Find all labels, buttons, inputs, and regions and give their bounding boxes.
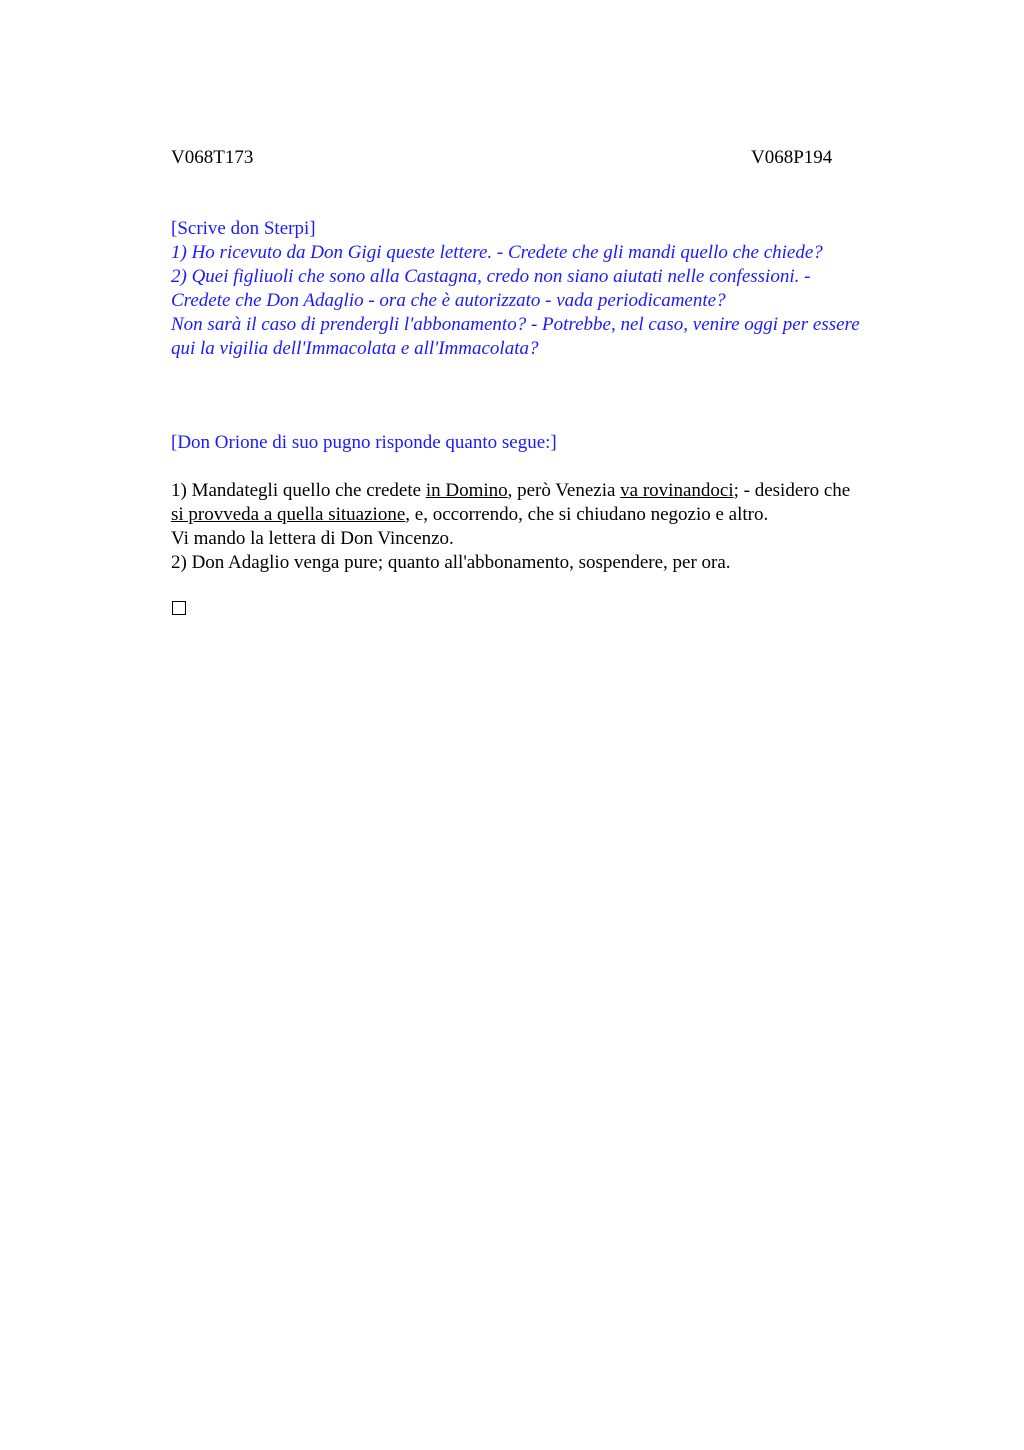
answer-line-2 <box>171 503 941 527</box>
answer-line-3: Vi mando la lettera di Don Vincenzo. <box>171 528 454 549</box>
answer-line-1-part-e: ; - desidero che <box>733 480 851 501</box>
answer-line-1 <box>171 479 941 503</box>
question-line-2: 2) Quei figliuoli che sono alla Castagna, credo non siano aiutati nelle confessioni. - <box>171 266 811 287</box>
underlined-va-rovinandoci: va rovinandoci <box>620 480 734 501</box>
answer-line-1-part-a: 1) Mandategli quello che credete <box>171 480 426 501</box>
answer-line-2-part-b: , e, occorrendo, che si chiudano negozio e altro. <box>405 504 769 525</box>
answer-line-1-part-c: , però Venezia <box>507 480 621 501</box>
underlined-in-domino: in Domino <box>425 480 508 501</box>
question-line-4: Non sarà il caso di prendergli l'abbonamento? - Potrebbe, nel caso, venire oggi per essere <box>171 314 860 335</box>
answer-heading: [Don Orione di suo pugno risponde quanto segue:] <box>171 432 557 453</box>
question-line-1: 1) Ho ricevuto da Don Gigi queste lettere. - Credete che gli mandi quello che chiede? <box>171 242 823 263</box>
reference-code-left: V068T173 <box>171 147 254 168</box>
question-line-5: qui la vigilia dell'Immacolata e all'Immacolata? <box>171 338 539 359</box>
answer-section <box>171 479 941 575</box>
underlined-si-provveda: si provveda a quella situazione <box>171 504 406 525</box>
reference-code-right: V068P194 <box>751 147 833 168</box>
answer-line-4: 2) Don Adaglio venga pure; quanto all'abbonamento, sospendere, per ora. <box>171 552 731 573</box>
question-section <box>171 217 941 361</box>
question-line-3: Credete che Don Adaglio - ora che è autorizzato - vada periodicamente? <box>171 290 726 311</box>
end-of-document-box-icon <box>172 601 186 615</box>
question-heading: [Scrive don Sterpi] <box>171 218 316 239</box>
